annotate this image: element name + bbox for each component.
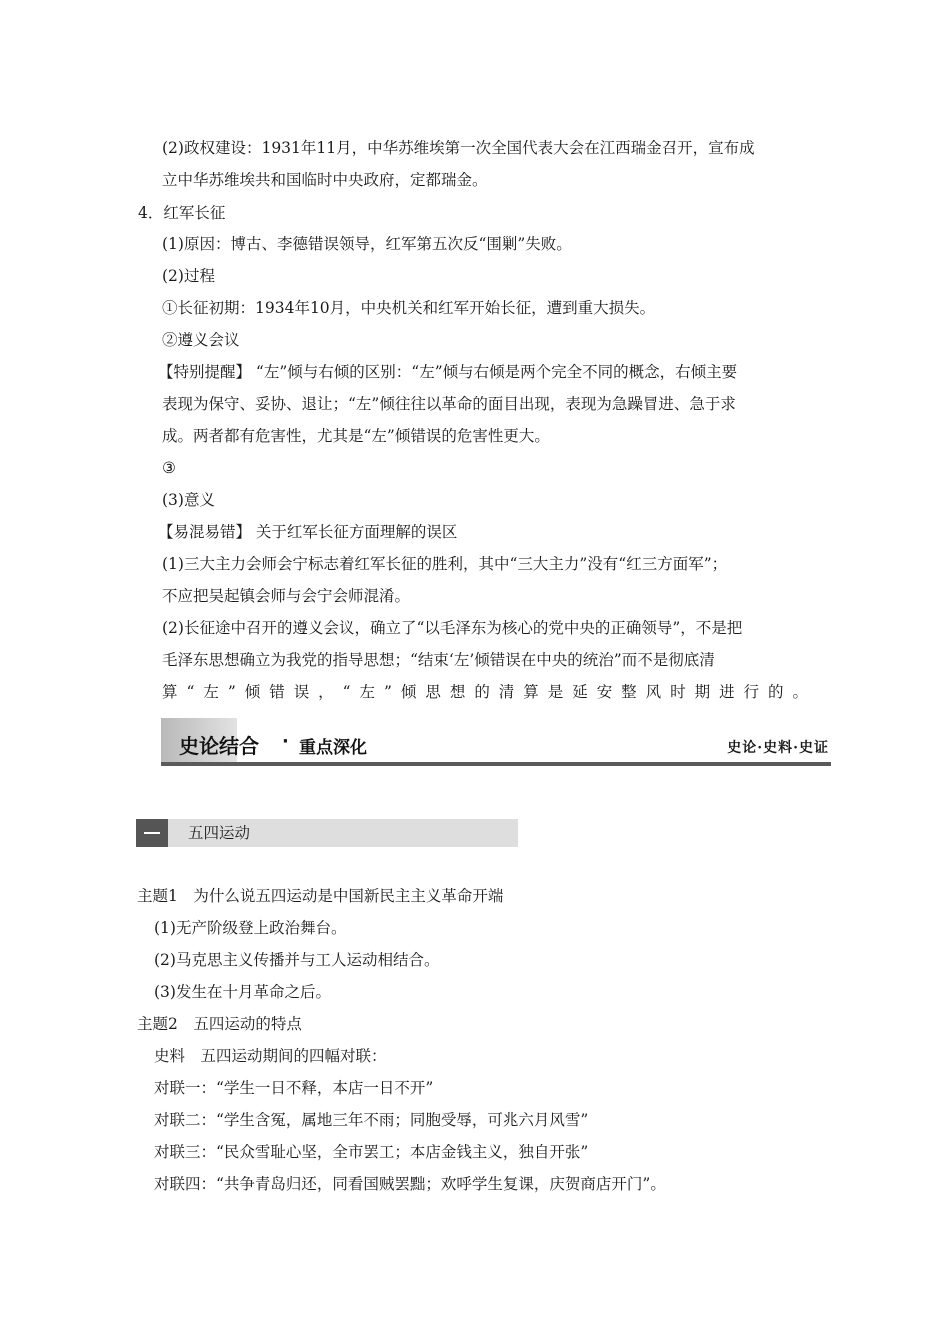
text-line: 立中华苏维埃共和国临时中央政府，定都瑞金。: [162, 171, 488, 189]
text-line: 史料 五四运动期间的四幅对联：: [154, 1047, 387, 1065]
banner-title: 史论结合: [179, 734, 259, 758]
dash-icon: [144, 832, 160, 834]
couplet-line: 对联二：“学生含冤，属地三年不雨；同胞受辱，可兆六月风雪”: [154, 1111, 589, 1129]
topic-heading: 主题1 为什么说五四运动是中国新民主主义革命开端: [137, 887, 504, 905]
list-heading: 4．红军长征: [138, 204, 226, 222]
note-line: 【特别提醒】 “左”倾与右倾的区别：“左”倾与右倾是两个完全不同的概念，右倾主要: [158, 363, 738, 381]
section-header: [136, 819, 518, 847]
banner-right-caption: 史论·史料·史证: [727, 740, 829, 756]
note-line: 【易混易错】 关于红军长征方面理解的误区: [158, 523, 458, 541]
text-line: 毛泽东思想确立为我党的指导思想；“结束‘左’倾错误在中央的统治”而不是彻底清: [162, 651, 715, 669]
banner-subtitle: 重点深化: [299, 738, 367, 758]
text-line: (1)原因：博古、李德错误领导，红军第五次反“围剿”失败。: [162, 235, 572, 253]
couplet-line: 对联三：“民众雪耻心坚，全市罢工；本店金钱主义，独自开张”: [154, 1143, 589, 1161]
text-line: ③: [162, 459, 176, 477]
text-line: (2)长征途中召开的遵义会议，确立了“以毛泽东为核心的党中央的正确领导”，不是把: [162, 619, 743, 637]
text-line: (2)政权建设：1931年11月，中华苏维埃第一次全国代表大会在江西瑞金召开，宣布成: [162, 139, 755, 157]
note-line: 表现为保守、妥协、退让；“左”倾往往以革命的面目出现，表现为急躁冒进、急于求: [162, 395, 736, 413]
text-line: ②遵义会议: [162, 331, 240, 349]
text-line: (2)过程: [162, 267, 215, 285]
text-line: (3)意义: [162, 491, 215, 509]
text-line: (3)发生在十月革命之后。: [154, 983, 331, 1001]
banner-underline: [161, 762, 831, 766]
text-line: ①长征初期：1934年10月，中央机关和红军开始长征，遭到重大损失。: [162, 299, 656, 317]
couplet-line: 对联四：“共争青岛归还，同看国贼罢黜；欢呼学生复课，庆贺商店开门”。: [154, 1175, 666, 1193]
couplet-line: 对联一：“学生一日不释，本店一日不开”: [154, 1079, 434, 1097]
text-line: 算“左”倾错误，“左”倾思想的清算是延安整风时期进行的。: [162, 683, 808, 701]
note-line: 成。两者都有危害性，尤其是“左”倾错误的危害性更大。: [162, 427, 550, 445]
text-line: (2)马克思主义传播并与工人运动相结合。: [154, 951, 440, 969]
section-banner: [161, 718, 831, 766]
section-title: 五四运动: [188, 824, 251, 842]
text-line: 不应把吴起镇会师与会宁会师混淆。: [162, 587, 411, 605]
text-line: (1)三大主力会师会宁标志着红军长征的胜利，其中“三大主力”没有“红三方面军”；: [162, 555, 728, 573]
section-number-badge: [136, 819, 168, 847]
text-line: (1)无产阶级登上政治舞台。: [154, 919, 347, 937]
banner-separator: ·: [282, 731, 289, 752]
topic-heading: 主题2 五四运动的特点: [137, 1015, 302, 1033]
